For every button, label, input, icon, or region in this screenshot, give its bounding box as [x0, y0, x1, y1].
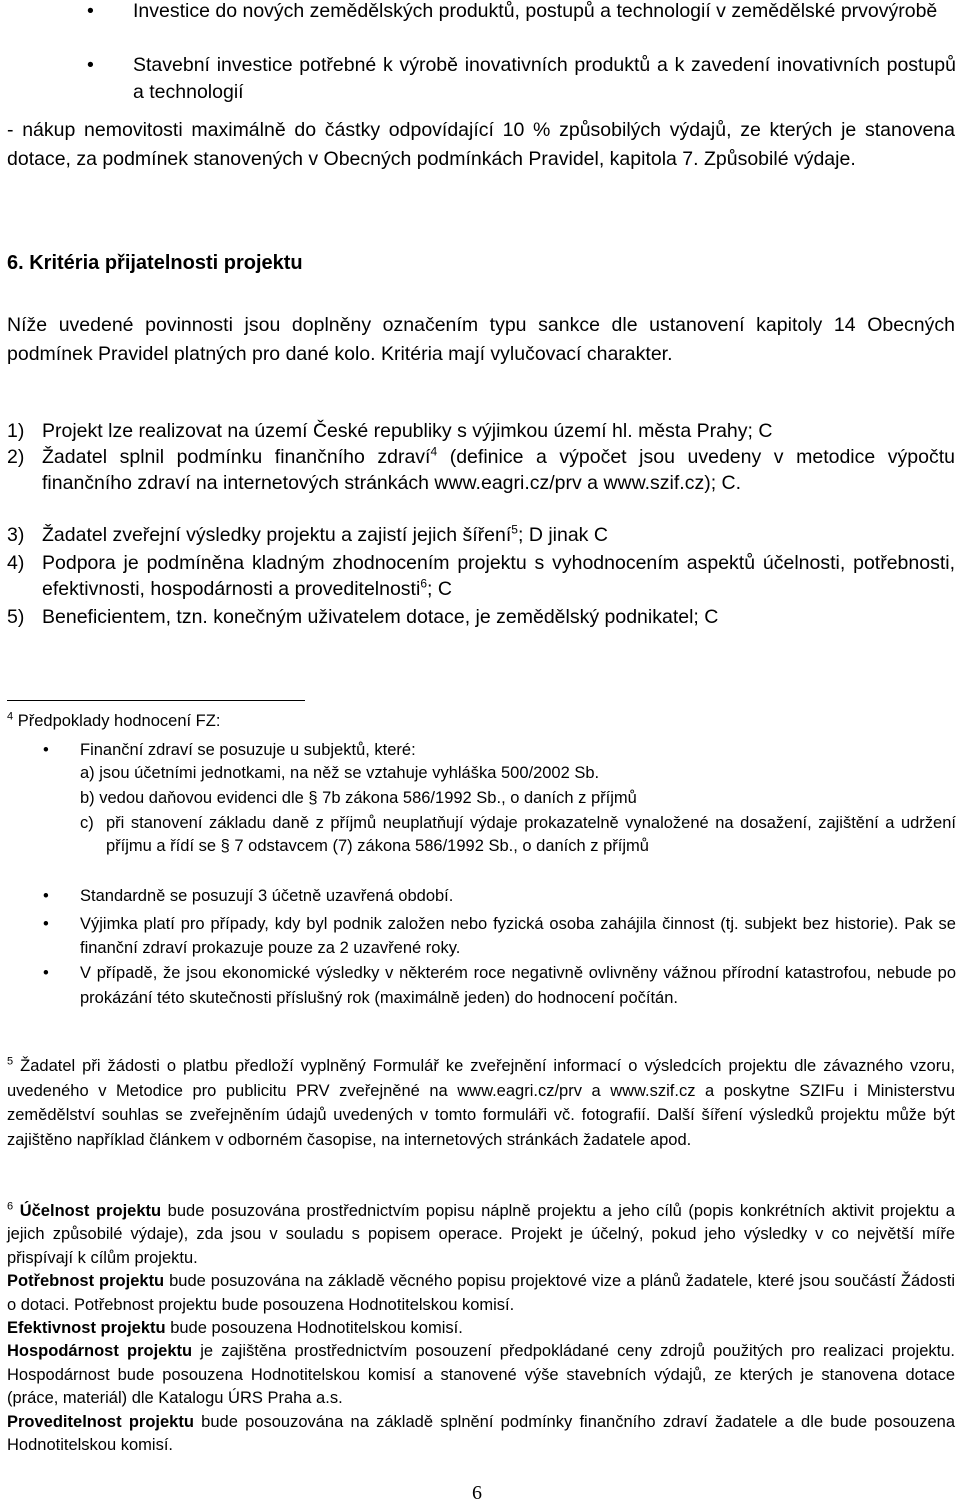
bullet-icon [43, 912, 49, 936]
footnote-ref: 5 [511, 522, 518, 537]
footnote-bullet: • Finanční zdraví se posuzuje u subjektů, které: [80, 740, 956, 761]
footnote-separator [7, 700, 305, 701]
footnote-bullet: • V případě, že jsou ekonomické výsledky v některém roce negativně ovlivněny vážnou přírodní katastrofou, nebude po prokázání této skutečnosti příslušný rok (maximálně jeden) do hodnocení počítán. [80, 961, 956, 1011]
footnote-ref: 6 [420, 576, 427, 591]
footnote-6: $^6$ Účelnost projektu bude posuzována prostřednictvím popisu náplně projektu a jeho cílů (popis konkrétních aktivit projektu a jejich způsobilé výdaje), zda jsou v souladu s popisem operace. Projekt je účelný, pokud jeho výsledky v co největší míře přispívají k cílům projektu. Potřebnost projektu bude posuzována na základě věcného popisu projektové vize a plánů žadatele, které jsou součástí Žádosti o dotaci. Potřebnost projektu bude posouzena Hodnotitelskou komisí. Efektivnost projektu bude posouzena Hodnotitelskou komisí. Hospodárnost projektu je zajištěna prostřednictvím posouzení předpokládané ceny zdrojů použitých pro realizaci projektu. Hospodárnost bude posouzena Hodnotitelskou komisí a stanovené výše stavebních výdajů, ze kterých je stanovena dotace (práce, materiál) dle Katalogu ÚRS Praha a.s. Proveditelnost projektu bude posouzována na základě splnění podmínky finančního zdraví žadatele a dle bude posouzena Hodnotitelskou komisí. [7, 1200, 955, 1455]
bullet-item: • Stavební investice potřebné k výrobě inovativních produktů a k zavedení inovativních postupů a technologií [133, 52, 956, 106]
bullet-icon [43, 740, 49, 761]
bullet-icon [87, 0, 94, 25]
bullet-item: • Investice do nových zemědělských produktů, postupů a technologií v zemědělské prvovýrobě [133, 0, 956, 25]
footnote-bullet: • Standardně se posuzují 3 účetně uzavřená období. [80, 886, 956, 907]
bullet-icon [43, 961, 49, 986]
purchase-note: - nákup nemovitosti maximálně do částky odpovídající 10 % způsobilých výdajů, ze kterých je stanovena dotace, za podmínek stanovených v Obecných podmínkách Pravidel, kapitola 7. Způsobilé výdaje. [7, 119, 955, 170]
footnote-sub-b: b) vedou daňovou evidenci dle § 7b zákona 586/1992 Sb., o daních z příjmů [80, 789, 637, 807]
section-heading: 6. Kritéria přijatelnosti projektu [7, 252, 303, 274]
document-page: • Investice do nových zemědělských produktů, postupů a technologií v zemědělské prvovýrobě • Stavební investice potřebné k výrobě inovativních produktů a k zavedení inovativních postupů a technologií - nákup nemovitosti maximálně do částky odpovídající 10 % způsobilých výdajů, ze kterých je stanovena dotace, za podmínek stanovených v Obecných podmínkách Pravidel, kapitola 7. Způsobilé výdaje. 6. Kritéria přijatelnosti projektu Níže uvedené povinnosti jsou doplněny označením typu sankce dle ustanovení kapitoly 14 Obecných podmínek Pravidel platných pro dané kolo. Kritéria mají vylučovací charakter. 1) Projekt lze realizovat na území České republiky s výjimkou území hl. města Prahy; C 2) Žadatel splnil podmínku finančního zdraví$^4$ (definice a výpočet jsou uvedeny v metodice výpočtu finančního zdraví na internetových stránkách www.eagri.cz/prv a www.szif.cz); C. 3) Žadatel zveřejní výsledky projektu a zajistí jejich šíření$^5$; D jinak C 4) Podpora je podmíněna kladným zhodnocením projektu s vyhodnocením aspektů účelnosti, potřebnosti, efektivnosti, hospodárnosti a proveditelnosti$^6$; C 5) Beneficientem, tzn. konečným uživatelem dotace, je zemědělský podnikatel; C $^4$ Předpoklady hodnocení FZ: • Finanční zdraví se posuzuje u subjektů, které: a) jsou účetními jednotkami, na něž se vztahuje vyhláška 500/2002 Sb. b) vedou daňovou evidenci dle § 7b zákona 586/1992 Sb., o daních z příjmů c) při stanovení základu daně z příjmů neuplatňují výdaje prokazatelně vynaložené na dosažení, zajištění a udržení příjmu a řídí se § 7 odstavcem (7) zákona 586/1992 Sb., o daních z příjmů • Standardně se posuzují 3 účetně uzavřená období. • Výjimka platí pro případy, kdy byl podnik založen nebo fyzická osoba zahájila činnost (tj. subjekt bez historie). Pak se finanční zdraví prokazuje pouze za 2 uzavřené roky. • V případě, že jsou ekonomické výsledky v některém roce negativně ovlivněny vážnou přírodní katastrofou, nebude po prokázání této skutečnosti příslušný rok (maximálně jeden) do hodnocení počítán. $^5$ Žadatel při žádosti o platbu předloží vyplněný Formulář ke zveřejnění informací o výsledcích projektu dle závazného vzoru, uvedeného v Metodice pro publicitu PRV zveřejněné na www.eagri.cz/prv a www.szif.cz a poskytne SZIFu i Ministerstvu zemědělství souhlas se zveřejněním údajů uvedených v tomto formuláři vč. fotografií. Další šíření výsledků projektu může být zajištěno například článkem v odborném časopise, na internetových stránkách žadatele apod. $^6$ Účelnost projektu bude posuzována prostřednictvím popisu náplně projektu a jeho cílů (popis konkrétních aktivit projektu a jejich způsobilé výdaje), zda jsou v souladu s popisem operace. Projekt je účelný, pokud jeho výsledky v co největší míře přispívají k cílům projektu. Potřebnost projektu bude posuzována na základě věcného popisu projektové vize a plánů žadatele, které jsou součástí Žádosti o dotaci. Potřebnost projektu bude posouzena Hodnotitelskou komisí. Efektivnost projektu bude posouzena Hodnotitelskou komisí. Hospodárnost projektu je zajištěna prostřednictvím posouzení předpokládané ceny zdrojů použitých pro realizaci projektu. Hospodárnost bude posouzena Hodnotitelskou komisí a stanovené výše stavebních výdajů, ze kterých je stanovena dotace (práce, materiál) dle Katalogu ÚRS Praha a.s. Proveditelnost projektu bude posouzována na základě splnění podmínky finančního zdraví žadatele a dle bude posouzena Hodnotitelskou komisí. 6 [0, 0, 960, 1509]
bullet-icon [43, 886, 49, 907]
page-number: 6 [472, 1482, 482, 1504]
footnote-5: $^5$ Žadatel při žádosti o platbu předloží vyplněný Formulář ke zveřejnění informací o výsledcích projektu dle závazného vzoru, uvedeného v Metodice pro publicitu PRV zveřejněné na www.eagri.cz/prv a www.szif.cz a poskytne SZIFu i Ministerstvu zemědělství souhlas se zveřejněním údajů uvedených v tomto formuláři vč. fotografií. Další šíření výsledků projektu může být zajištěno například článkem v odborném časopise, na internetových stránkách žadatele apod. [7, 1055, 955, 1149]
footnote-4-title: $^4$ Předpoklady hodnocení FZ: [7, 710, 221, 730]
footnote-sub-a: a) jsou účetními jednotkami, na něž se vztahuje vyhláška 500/2002 Sb. [80, 764, 600, 782]
section-intro: Níže uvedené povinnosti jsou doplněny označením typu sankce dle ustanovení kapitoly 14 Obecných podmínek Pravidel platných pro dané kolo. Kritéria mají vylučovací charakter. [7, 314, 955, 365]
footnote-ref: 4 [430, 444, 438, 459]
bullet-icon [87, 52, 94, 79]
footnote-bullet: • Výjimka platí pro případy, kdy byl podnik založen nebo fyzická osoba zahájila činnost (tj. subjekt bez historie). Pak se finanční zdraví prokazuje pouze za 2 uzavřené roky. [80, 912, 956, 960]
